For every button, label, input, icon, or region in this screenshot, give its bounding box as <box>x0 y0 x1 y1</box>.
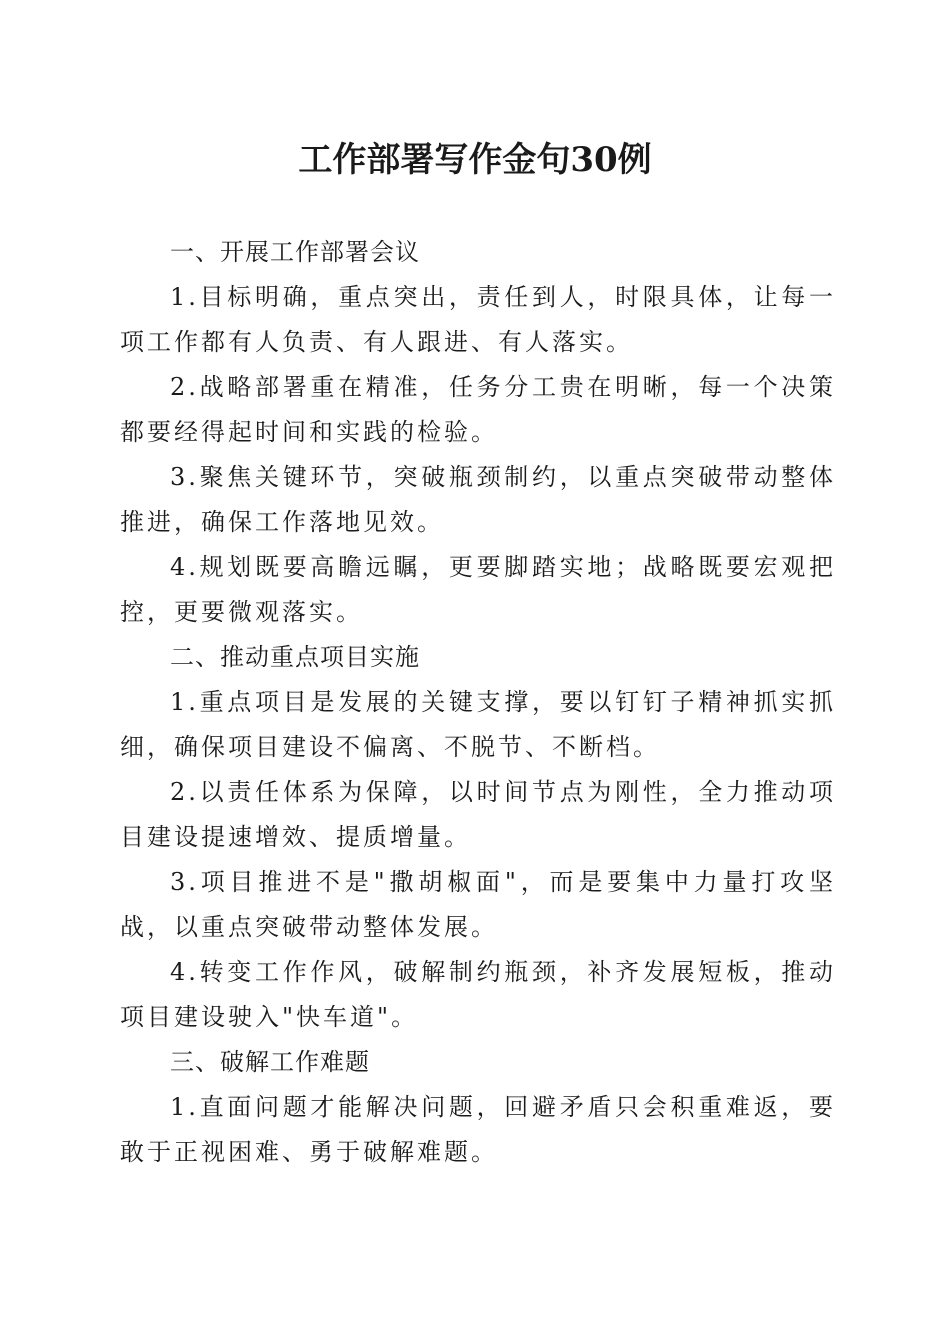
section-1-item-3: 3.聚焦关键环节，突破瓶颈制约，以重点突破带动整体推进，确保工作落地见效。 <box>120 463 836 536</box>
section-heading-3: 三、破解工作难题 <box>170 1048 370 1076</box>
section-2-item-1: 1.重点项目是发展的关键支撑，要以钉钉子精神抓实抓细，确保项目建设不偏离、不脱节、不断档。 <box>120 688 836 761</box>
section-2-item-2: 2.以责任体系为保障，以时间节点为刚性，全力推动项目建设提速增效、提质增量。 <box>120 778 836 851</box>
section-2-item-4: 4.转变工作作风，破解制约瓶颈，补齐发展短板，推动项目建设驶入"快车道"。 <box>120 958 836 1031</box>
document-title: 工作部署写作金句30例 <box>298 140 652 180</box>
section-3-item-1: 1.直面问题才能解决问题，回避矛盾只会积重难返，要敢于正视困难、勇于破解难题。 <box>120 1093 836 1166</box>
section-1-item-2: 2.战略部署重在精准，任务分工贵在明晰，每一个决策都要经得起时间和实践的检验。 <box>120 373 836 446</box>
section-heading-2: 二、推动重点项目实施 <box>170 643 420 671</box>
section-1-item-4: 4.规划既要高瞻远瞩，更要脚踏实地；战略既要宏观把控，更要微观落实。 <box>120 553 836 626</box>
section-1-item-1: 1.目标明确，重点突出，责任到人，时限具体，让每一项工作都有人负责、有人跟进、有人落实。 <box>120 283 836 356</box>
section-heading-1: 一、开展工作部署会议 <box>170 238 420 266</box>
document-body <box>120 230 836 1175</box>
section-2-item-3: 3.项目推进不是"撒胡椒面"，而是要集中力量打攻坚战，以重点突破带动整体发展。 <box>120 868 836 941</box>
